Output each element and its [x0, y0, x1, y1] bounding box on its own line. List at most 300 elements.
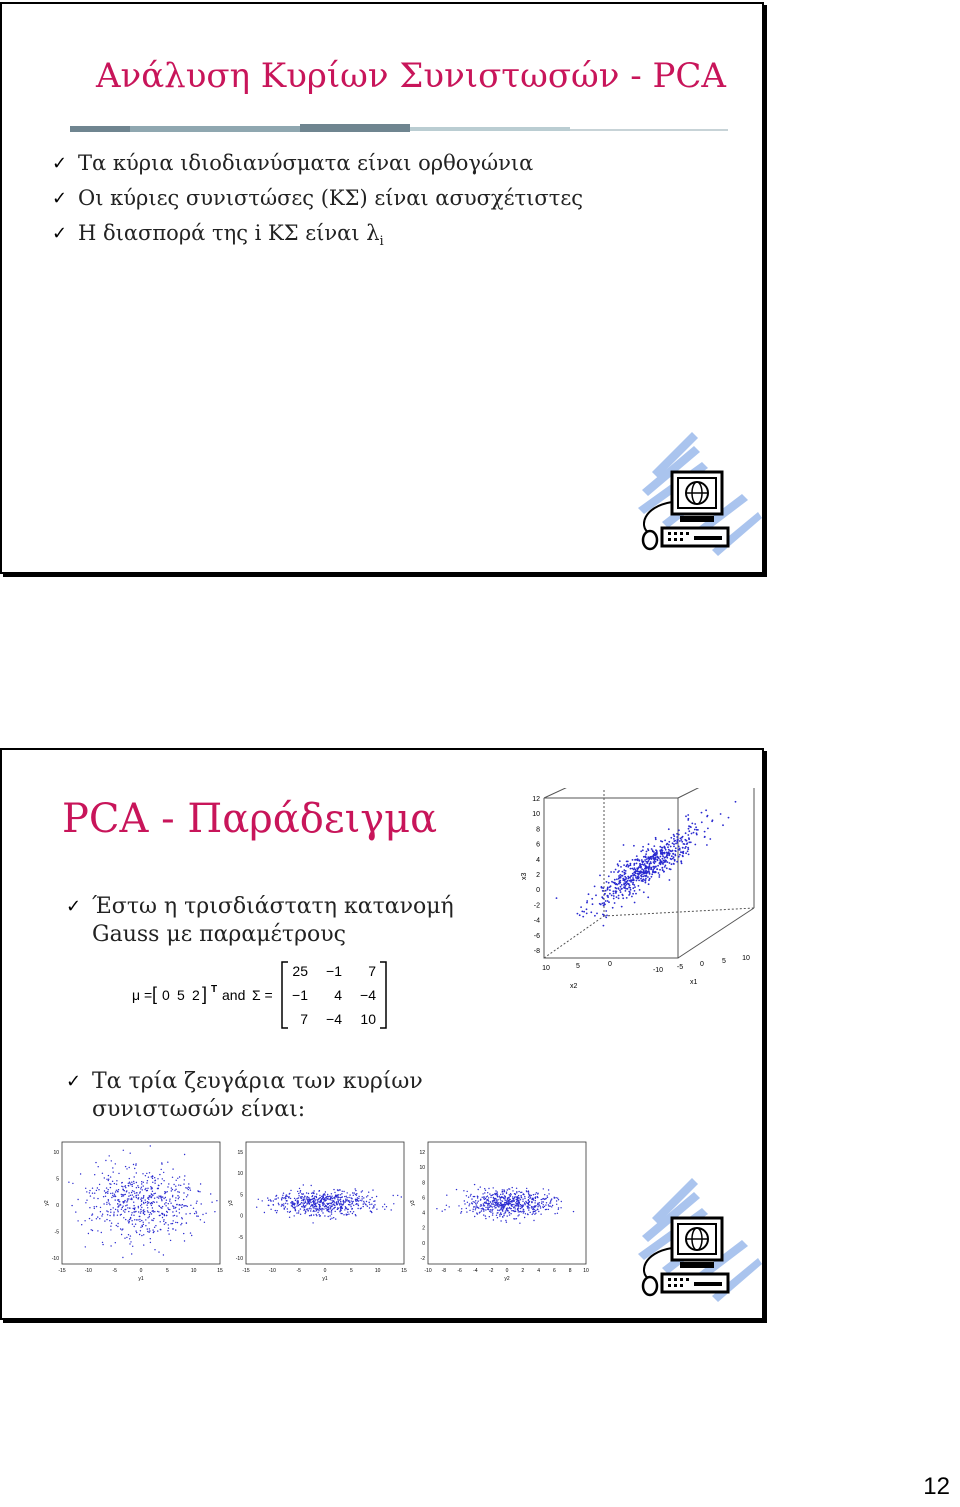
data-point [155, 1193, 156, 1194]
data-point [495, 1198, 496, 1199]
data-point [175, 1200, 176, 1201]
data-point [460, 1212, 461, 1213]
data-point [696, 834, 698, 836]
data-point [273, 1200, 274, 1201]
data-point [502, 1201, 503, 1202]
data-point [324, 1215, 325, 1216]
data-point [634, 859, 636, 861]
data-point [477, 1197, 478, 1198]
data-point [121, 1196, 122, 1197]
data-point [114, 1194, 115, 1195]
data-point [321, 1201, 322, 1202]
data-point [296, 1212, 297, 1213]
data-point [345, 1199, 346, 1200]
data-point [550, 1201, 551, 1202]
data-point [278, 1203, 279, 1204]
data-point [149, 1216, 150, 1217]
sigma-cell: 25 [292, 963, 308, 979]
data-point [369, 1202, 370, 1203]
data-point [130, 1199, 131, 1200]
data-point [496, 1215, 497, 1216]
data-point [108, 1200, 109, 1201]
data-point [295, 1209, 296, 1210]
data-point [496, 1195, 497, 1196]
data-point [129, 1167, 130, 1168]
data-point [634, 867, 636, 869]
data-point [512, 1190, 513, 1191]
data-point [543, 1204, 544, 1205]
data-point [103, 1196, 104, 1197]
data-point [550, 1206, 551, 1207]
data-point [694, 844, 696, 846]
data-point [684, 843, 686, 845]
data-point [595, 894, 597, 896]
data-point [500, 1213, 501, 1214]
data-point [665, 849, 667, 851]
data-point [105, 1160, 106, 1161]
data-point [155, 1225, 156, 1226]
data-point [143, 1182, 144, 1183]
data-point [701, 821, 703, 823]
data-point [114, 1183, 115, 1184]
data-point [652, 866, 654, 868]
data-point [662, 867, 664, 869]
data-point [547, 1195, 548, 1196]
data-point [306, 1203, 307, 1204]
data-point [175, 1229, 176, 1230]
data-point [163, 1172, 164, 1173]
scatter-plot-y1-y2 [40, 1138, 226, 1288]
data-point [304, 1199, 305, 1200]
data-point [537, 1193, 538, 1194]
data-point [297, 1191, 298, 1192]
data-point [270, 1209, 271, 1210]
data-point [151, 1213, 152, 1214]
data-point [634, 886, 636, 888]
data-point [361, 1207, 362, 1208]
data-point [596, 913, 598, 915]
data-point [111, 1160, 112, 1161]
data-point [334, 1192, 335, 1193]
data-point [352, 1192, 353, 1193]
data-point [665, 865, 667, 867]
data-point [338, 1196, 339, 1197]
data-point [172, 1196, 173, 1197]
data-point [485, 1190, 486, 1191]
data-point [112, 1195, 113, 1196]
data-point [133, 1183, 134, 1184]
data-point [461, 1211, 462, 1212]
data-point [135, 1165, 136, 1166]
data-point [471, 1198, 472, 1199]
data-point [382, 1206, 383, 1207]
data-point [89, 1218, 90, 1219]
data-point [342, 1208, 343, 1209]
data-point [331, 1210, 332, 1211]
data-point [145, 1202, 146, 1203]
data-point [543, 1201, 544, 1202]
data-point [151, 1205, 152, 1206]
check-mark-icon: ✓ [52, 223, 68, 244]
data-point [535, 1200, 536, 1201]
data-point [508, 1197, 509, 1198]
data-point [521, 1207, 522, 1208]
data-point [488, 1200, 489, 1201]
sigma-cell: −4 [326, 1011, 342, 1027]
data-point [362, 1190, 363, 1191]
data-point [623, 884, 625, 886]
data-point [304, 1209, 305, 1210]
data-point [661, 850, 663, 852]
data-point [177, 1195, 178, 1196]
data-point [496, 1202, 497, 1203]
data-point [664, 861, 666, 863]
data-point [621, 884, 623, 886]
data-point [305, 1205, 306, 1206]
data-point [368, 1192, 369, 1193]
data-point [668, 844, 670, 846]
data-point [157, 1197, 158, 1198]
data-point [182, 1218, 183, 1219]
data-point [137, 1185, 138, 1186]
data-point [558, 1199, 559, 1200]
data-point [662, 863, 664, 865]
data-point [102, 1214, 103, 1215]
data-point [143, 1234, 144, 1235]
data-point [321, 1196, 322, 1197]
data-point [335, 1211, 336, 1212]
data-point [610, 871, 612, 873]
data-point [327, 1196, 328, 1197]
data-point [343, 1203, 344, 1204]
data-point [324, 1199, 325, 1200]
data-point [298, 1195, 299, 1196]
data-point [141, 1181, 142, 1182]
data-point [555, 1197, 556, 1198]
data-point [511, 1210, 512, 1211]
data-point [531, 1195, 532, 1196]
data-point [110, 1212, 111, 1213]
data-point [145, 1225, 146, 1226]
data-point [517, 1215, 518, 1216]
data-point [393, 1195, 394, 1196]
data-point [282, 1204, 283, 1205]
data-point [516, 1199, 517, 1200]
data-point [323, 1208, 324, 1209]
data-point [108, 1179, 109, 1180]
data-point [636, 878, 638, 880]
data-point [118, 1173, 119, 1174]
data-point [606, 895, 608, 897]
data-point [97, 1230, 98, 1231]
data-point [186, 1222, 187, 1223]
data-point [580, 906, 582, 908]
data-point [531, 1207, 532, 1208]
data-point [666, 867, 668, 869]
data-point [108, 1180, 109, 1181]
data-point [384, 1209, 385, 1210]
data-point [154, 1198, 155, 1199]
computer-clipart-icon [632, 432, 762, 572]
data-point [535, 1213, 536, 1214]
data-point [119, 1201, 120, 1202]
data-point [694, 829, 696, 831]
tick-label: 10 [542, 965, 550, 972]
data-point [682, 853, 684, 855]
data-point [350, 1211, 351, 1212]
data-point [515, 1205, 516, 1206]
data-point [467, 1191, 468, 1192]
data-point [498, 1206, 499, 1207]
data-point [160, 1195, 161, 1196]
data-point [107, 1211, 108, 1212]
tick-label: 10 [742, 955, 750, 962]
data-point [328, 1216, 329, 1217]
data-point [355, 1188, 356, 1189]
data-point [157, 1230, 158, 1231]
data-point [500, 1200, 501, 1201]
data-point [89, 1207, 90, 1208]
computer-clipart-icon [632, 1178, 762, 1318]
data-point [495, 1202, 496, 1203]
data-point [173, 1220, 174, 1221]
data-point [159, 1174, 160, 1175]
data-point [646, 851, 648, 853]
data-point [126, 1237, 127, 1238]
data-point [189, 1187, 190, 1188]
data-point [342, 1191, 343, 1192]
data-point [646, 858, 648, 860]
data-point [685, 832, 687, 834]
data-point [91, 1215, 92, 1216]
data-point [285, 1196, 286, 1197]
data-point [673, 840, 675, 842]
data-point [519, 1197, 520, 1198]
slide-2-bullets-bottom [66, 1068, 496, 1124]
data-point [644, 859, 646, 861]
data-point [374, 1204, 375, 1205]
data-point [127, 1198, 128, 1199]
data-point [603, 915, 605, 917]
data-point [142, 1189, 143, 1190]
data-point [124, 1211, 125, 1212]
tick-label: 12 [419, 1150, 425, 1156]
data-point [493, 1197, 494, 1198]
tick-label: -8 [441, 1268, 447, 1274]
data-point [681, 839, 683, 841]
data-point [651, 873, 653, 875]
data-point [159, 1215, 160, 1216]
data-point [495, 1194, 496, 1195]
data-point [140, 1199, 141, 1200]
data-point [371, 1204, 372, 1205]
data-point [547, 1197, 548, 1198]
data-point [485, 1215, 486, 1216]
data-point [153, 1211, 154, 1212]
tick-label: 4 [536, 856, 540, 864]
data-point [68, 1182, 69, 1183]
data-point [653, 861, 655, 863]
data-point [324, 1206, 325, 1207]
data-point [669, 879, 671, 881]
data-point [511, 1201, 512, 1202]
data-point [444, 1209, 445, 1210]
data-point [686, 840, 688, 842]
sigma-cell: 7 [368, 963, 376, 979]
data-point [291, 1205, 292, 1206]
data-point [284, 1208, 285, 1209]
data-point [662, 855, 664, 857]
data-point [644, 879, 646, 881]
x-axis-label: y1 [138, 1276, 144, 1282]
data-point [650, 856, 652, 858]
data-point [620, 886, 622, 888]
data-point [286, 1200, 287, 1201]
scatter-3d-plot [518, 788, 758, 998]
data-point [687, 819, 689, 821]
data-point [123, 1217, 124, 1218]
tick-label: 0 [422, 1240, 425, 1247]
mu-value: 0 [162, 987, 170, 1003]
data-point [606, 915, 608, 917]
data-point [139, 1234, 140, 1235]
data-point [184, 1205, 185, 1206]
data-point [483, 1197, 484, 1198]
data-point [475, 1209, 476, 1210]
data-point [363, 1206, 364, 1207]
data-point [127, 1220, 128, 1221]
data-point [673, 846, 675, 848]
data-point [642, 861, 644, 863]
data-point [662, 858, 664, 860]
data-point [618, 888, 620, 890]
data-point [313, 1190, 314, 1191]
data-point [362, 1196, 363, 1197]
data-point [499, 1197, 500, 1198]
data-point [295, 1210, 296, 1211]
data-point [348, 1214, 349, 1215]
data-point [499, 1215, 500, 1216]
data-point [129, 1219, 130, 1220]
data-point [608, 882, 610, 884]
data-point [147, 1180, 148, 1181]
data-point [358, 1200, 359, 1201]
data-point [642, 879, 644, 881]
data-point [102, 1244, 103, 1245]
data-point [352, 1213, 353, 1214]
data-point [483, 1198, 484, 1199]
data-point [531, 1199, 532, 1200]
data-point [156, 1201, 157, 1202]
data-point [154, 1183, 155, 1184]
data-point [198, 1191, 199, 1192]
data-point [528, 1204, 529, 1205]
data-point [316, 1206, 317, 1207]
data-point [586, 900, 588, 902]
data-point [636, 880, 638, 882]
data-point [336, 1202, 337, 1203]
data-point [608, 901, 610, 903]
data-point [141, 1207, 142, 1208]
data-point [670, 858, 672, 860]
data-point [110, 1226, 111, 1227]
data-point [154, 1227, 155, 1228]
data-point [543, 1188, 544, 1189]
data-point [110, 1176, 111, 1177]
data-point [311, 1199, 312, 1200]
data-point [620, 891, 622, 893]
data-point [314, 1196, 315, 1197]
data-point [386, 1206, 387, 1207]
data-point [522, 1201, 523, 1202]
svg-text:]: ] [202, 984, 208, 1004]
tick-label: -2 [420, 1256, 425, 1262]
data-point [168, 1228, 169, 1229]
data-point [107, 1191, 108, 1192]
data-point [625, 878, 627, 880]
data-point [352, 1201, 353, 1202]
data-point [140, 1230, 141, 1231]
data-point [525, 1201, 526, 1202]
page-number: 12 [923, 1473, 950, 1500]
data-point [322, 1202, 323, 1203]
data-point [133, 1181, 134, 1182]
data-point [510, 1208, 511, 1209]
data-point [292, 1203, 293, 1204]
data-point [518, 1191, 519, 1192]
data-point [503, 1198, 504, 1199]
data-point [642, 849, 644, 851]
data-point [112, 1181, 113, 1182]
data-point [539, 1204, 540, 1205]
data-point [544, 1206, 545, 1207]
data-point [314, 1211, 315, 1212]
data-point [686, 842, 688, 844]
data-point [136, 1192, 137, 1193]
data-point [347, 1209, 348, 1210]
data-point [128, 1198, 129, 1199]
data-point [531, 1206, 532, 1207]
data-point [497, 1204, 498, 1205]
data-point [330, 1208, 331, 1209]
data-point [478, 1208, 479, 1209]
data-point [662, 847, 664, 849]
data-point [503, 1191, 504, 1192]
data-point [590, 911, 592, 913]
data-point [537, 1203, 538, 1204]
tick-label: -6 [457, 1268, 462, 1274]
data-point [645, 865, 647, 867]
data-point [687, 850, 689, 852]
data-point [633, 880, 635, 882]
data-point [295, 1206, 296, 1207]
data-point [92, 1193, 93, 1194]
data-point [124, 1238, 125, 1239]
data-point [393, 1203, 394, 1204]
data-point [640, 850, 642, 852]
data-point [293, 1207, 294, 1208]
data-point [116, 1180, 117, 1181]
data-point [480, 1204, 481, 1205]
data-point [313, 1192, 314, 1193]
data-point [500, 1220, 501, 1221]
data-point [143, 1195, 144, 1196]
data-point [331, 1196, 332, 1197]
data-point [140, 1205, 141, 1206]
data-point [302, 1202, 303, 1203]
data-point [316, 1193, 317, 1194]
data-point [524, 1196, 525, 1197]
